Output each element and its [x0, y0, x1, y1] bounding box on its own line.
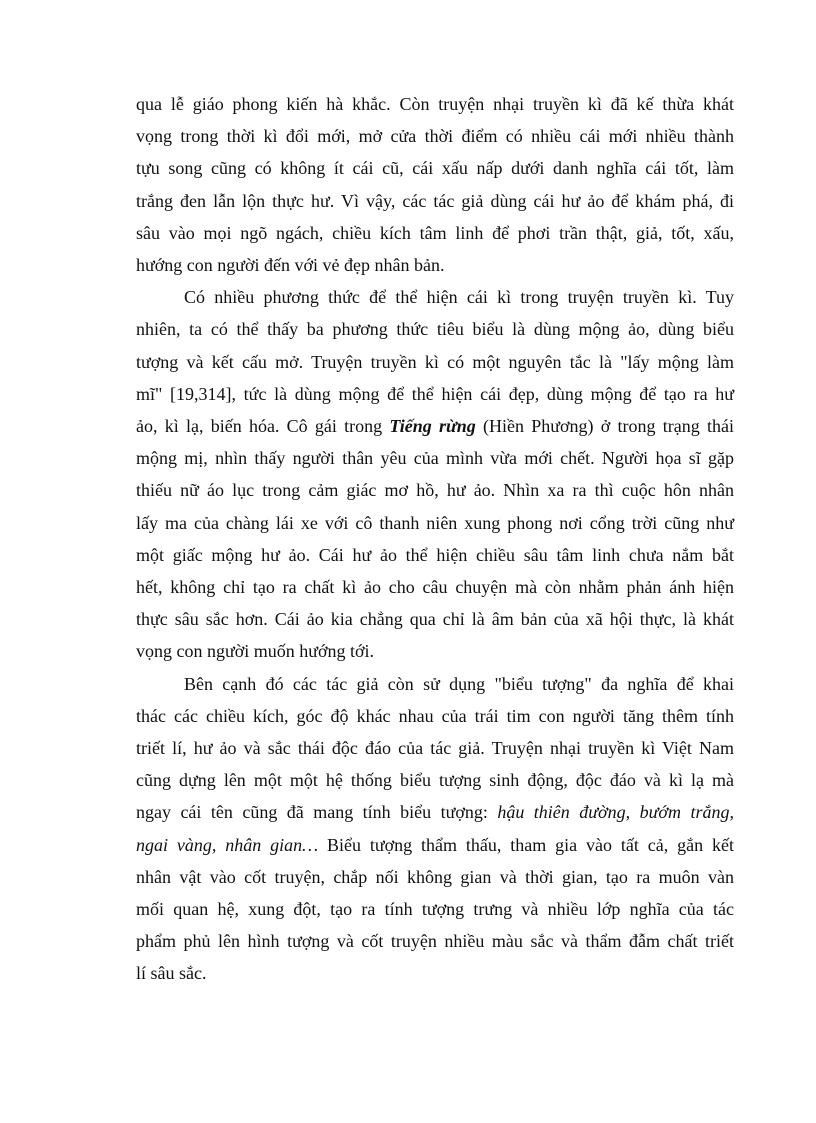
text-line	[136, 281, 734, 313]
text-run: (Hiền Phương) ở trong trạng thái	[475, 416, 734, 437]
text-line	[136, 829, 734, 861]
bold-italic-title: Tiếng rừng	[389, 416, 476, 437]
text-run: vọng trong thời kì đổi mới, mở cửa thời điểm có nhiều cái mới nhiều thành	[136, 126, 734, 147]
text-line	[136, 217, 734, 249]
text-line	[136, 700, 734, 732]
text-run: lấy ma của chàng lái xe với cô thanh niên xung phong nơi cổng trời cũng như	[136, 512, 734, 533]
text-line	[136, 571, 734, 603]
text-run: hết, không chỉ tạo ra chất kì ảo cho câu chuyện mà còn nhằm phản ánh hiện	[136, 577, 734, 598]
text-run: trắng đen lẫn lộn thực hư. Vì vậy, các tác giả dùng cái hư ảo để khám phá, đi	[136, 190, 734, 211]
text-run: triết lí, hư ảo và sắc thái độc đáo của tác giả. Truyện nhại truyền kì Việt Nam	[136, 738, 734, 759]
text-run: thác các chiều kích, góc độ khác nhau của trái tim con người tăng thêm tính	[136, 705, 734, 726]
text-run: tựu song cũng có không ít cái cũ, cái xấu nấp dưới danh nghĩa cái tốt, làm	[136, 158, 734, 179]
text-run: mĩ" [19,314], tức là dùng mộng để thể hiện cái đẹp, dùng mộng để tạo ra hư	[136, 383, 734, 404]
text-line	[136, 603, 734, 635]
text-run: nhiên, ta có thể thấy ba phương thức tiêu biểu là dùng mộng ảo, dùng biểu	[136, 319, 734, 340]
text-line	[136, 861, 734, 893]
text-run: mối quan hệ, xung đột, tạo ra tính tượng trưng và nhiều lớp nghĩa của tác	[136, 899, 734, 920]
text-line	[136, 957, 734, 989]
text-line	[136, 120, 734, 152]
text-run: vọng con người muốn hướng tới.	[136, 641, 375, 662]
text-line	[136, 152, 734, 184]
text-line	[136, 893, 734, 925]
text-run: phẩm phủ lên hình tượng và cốt truyện nhiều màu sắc và thẩm đẫm chất triết	[136, 931, 734, 952]
paragraph	[136, 668, 734, 990]
text-run: ảo, kì lạ, biến hóa. Cô gái trong	[136, 416, 390, 437]
text-line	[136, 764, 734, 796]
text-run: Có nhiều phương thức để thể hiện cái kì trong truyện truyền kì. Tuy	[184, 287, 734, 308]
text-line	[136, 732, 734, 764]
paragraph	[136, 88, 734, 281]
text-line	[136, 474, 734, 506]
text-run: thực sâu sắc hơn. Cái ảo kia chẳng qua chỉ là âm bản của xã hội thực, là khát	[136, 609, 734, 630]
text-run: lí sâu sắc.	[136, 963, 207, 984]
text-line	[136, 88, 734, 120]
text-run: ngay cái tên cũng đã mang tính biểu tượng:	[136, 802, 498, 823]
paragraph	[136, 281, 734, 667]
text-run: hướng con người đến với vẻ đẹp nhân bản.	[136, 255, 445, 276]
text-run: một giấc mộng hư ảo. Cái hư ảo thể hiện chiều sâu tâm linh chưa nắm bắt	[136, 544, 734, 565]
text-line	[136, 539, 734, 571]
italic-text: hậu thiên đường, bướm trắng,	[497, 802, 735, 823]
text-run: qua lễ giáo phong kiến hà khắc. Còn truyện nhại truyền kì đã kế thừa khát	[136, 94, 734, 114]
text-run: cũng dựng lên một một hệ thống biểu tượng sinh động, độc đáo và kì lạ mà	[136, 770, 734, 791]
text-line	[136, 442, 734, 474]
text-run: mộng mị, nhìn thấy người thân yêu của mình vừa mới chết. Người họa sĩ gặp	[136, 448, 734, 469]
text-run: nhân vật vào cốt truyện, chắp nối không gian và thời gian, tạo ra muôn vàn	[136, 866, 734, 887]
text-run: thiếu nữ áo lục trong cảm giác mơ hồ, hư ảo. Nhìn xa ra thì cuộc hôn nhân	[136, 480, 734, 501]
text-line	[136, 668, 734, 700]
text-run: Bên cạnh đó các tác giả còn sử dụng "biểu tượng" đa nghĩa để khai	[184, 673, 734, 694]
text-line	[136, 313, 734, 345]
text-run: tượng và kết cấu mở. Truyện truyền kì có một nguyên tắc là "lấy mộng làm	[136, 351, 734, 372]
text-line	[136, 635, 734, 667]
text-run: Biểu tượng thẩm thấu, tham gia vào tất cả, gắn kết	[318, 834, 734, 855]
text-line	[136, 925, 734, 957]
text-line	[136, 346, 734, 378]
italic-text: ngai vàng, nhân gian…	[136, 834, 319, 855]
text-line	[136, 378, 734, 410]
text-line	[136, 796, 734, 828]
text-run: sâu vào mọi ngõ ngách, chiều kích tâm linh để phơi trần thật, giả, tốt, xấu,	[136, 222, 734, 243]
body-text	[136, 88, 734, 990]
text-line	[136, 249, 734, 281]
text-line	[136, 410, 734, 442]
text-line	[136, 507, 734, 539]
text-line	[136, 185, 734, 217]
